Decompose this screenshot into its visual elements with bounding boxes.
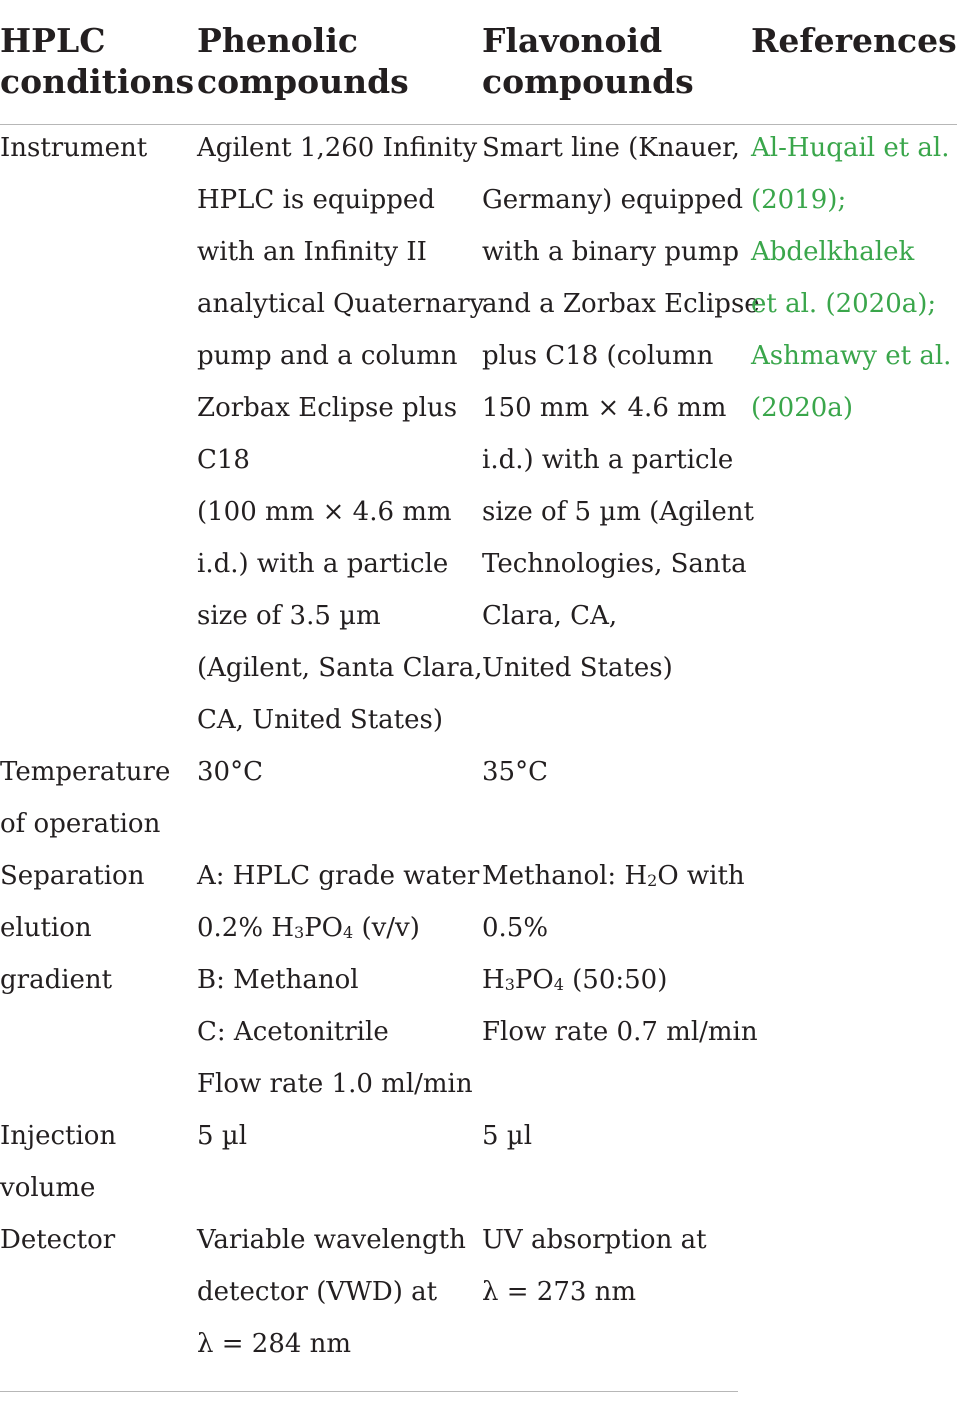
subscript: 4 xyxy=(343,923,354,942)
cell-line: (2019); xyxy=(751,185,847,215)
cell-line: of operation xyxy=(0,809,161,839)
cell-line: λ = 284 nm xyxy=(197,1329,352,1359)
cell-line: Variable wavelength xyxy=(197,1225,466,1255)
row-label-cell xyxy=(0,850,144,1006)
footer-divider xyxy=(0,1391,738,1392)
subscript: 4 xyxy=(553,975,564,994)
cell-line: Temperature xyxy=(0,757,171,787)
cell-line: Al-Huqail et al. xyxy=(751,133,950,163)
cell-line: i.d.) with a particle xyxy=(482,445,734,475)
header-text: References xyxy=(751,21,957,60)
cell-line: size of 5 µm (Agilent xyxy=(482,497,754,527)
cell-line: UV absorption at xyxy=(482,1225,707,1255)
cell-line: Germany) equipped xyxy=(482,185,743,215)
cell-line: (100 mm × 4.6 mm xyxy=(197,497,452,527)
subscript: 3 xyxy=(504,975,515,994)
cell-line: 150 mm × 4.6 mm xyxy=(482,393,727,423)
cell-line: 35°C xyxy=(482,757,548,787)
cell-line: (2020a) xyxy=(751,393,853,423)
header-phenolic-compounds xyxy=(197,20,409,102)
flavonoid-cell xyxy=(482,1214,707,1318)
header-text: Phenolic xyxy=(197,21,358,60)
cell-line: elution xyxy=(0,913,92,943)
cell-line: Ashmawy et al. xyxy=(751,341,952,371)
cell-line: 0.5% xyxy=(482,913,549,943)
subscript: 3 xyxy=(294,923,305,942)
header-text: conditions xyxy=(0,62,195,101)
cell-line: Injection xyxy=(0,1121,117,1151)
cell-line: Smart line (Knauer, xyxy=(482,133,740,163)
header-flavonoid-compounds xyxy=(482,20,694,102)
cell-line: Separation xyxy=(0,861,145,891)
cell-line: pump and a column xyxy=(197,341,458,371)
references-cell[interactable] xyxy=(751,122,951,434)
row-label-cell xyxy=(0,1110,116,1214)
header-hplc-conditions xyxy=(0,20,194,102)
cell-line: A: HPLC grade water xyxy=(197,861,480,891)
header-text: Flavonoid xyxy=(482,21,663,60)
cell-line: i.d.) with a particle xyxy=(197,549,449,579)
cell-line: Flow rate 1.0 ml/min xyxy=(197,1069,473,1099)
cell-line: with a binary pump xyxy=(482,237,740,267)
cell-line: Zorbax Eclipse plus xyxy=(197,393,458,423)
cell-line: Detector xyxy=(0,1225,116,1255)
cell-line: gradient xyxy=(0,965,113,995)
phenolic-cell xyxy=(197,746,263,798)
cell-line: C18 xyxy=(197,445,250,475)
subscript: 2 xyxy=(647,871,658,890)
flavonoid-cell xyxy=(482,850,758,1058)
cell-line: and a Zorbax Eclipse xyxy=(482,289,760,319)
phenolic-cell xyxy=(197,122,484,746)
cell-line: Instrument xyxy=(0,133,148,163)
cell-line: 30°C xyxy=(197,757,263,787)
header-references xyxy=(751,20,957,61)
cell-line: CA, United States) xyxy=(197,705,443,735)
header-text: compounds xyxy=(482,62,694,101)
cell-line: plus C18 (column xyxy=(482,341,714,371)
cell-line: with an Infinity II xyxy=(197,237,427,267)
row-label-cell xyxy=(0,1214,115,1266)
row-label-cell xyxy=(0,746,170,850)
row-label-cell xyxy=(0,122,147,174)
phenolic-cell xyxy=(197,1110,247,1162)
header-text: HPLC xyxy=(0,21,106,60)
header-text: compounds xyxy=(197,62,409,101)
cell-line: 5 µl xyxy=(197,1121,248,1151)
cell-line: C: Acetonitrile xyxy=(197,1017,389,1047)
flavonoid-cell xyxy=(482,122,760,694)
cell-line: (Agilent, Santa Clara, xyxy=(197,653,483,683)
cell-line: Clara, CA, xyxy=(482,601,618,631)
flavonoid-cell xyxy=(482,746,548,798)
cell-line: et al. (2020a); xyxy=(751,289,937,319)
cell-line: Flow rate 0.7 ml/min xyxy=(482,1017,758,1047)
cell-line: λ = 273 nm xyxy=(482,1277,637,1307)
cell-line: 0.2% $H_3PO_4$ (v/v) xyxy=(197,913,420,943)
cell-line: United States) xyxy=(482,653,673,683)
cell-line: Agilent 1,260 Infinity xyxy=(197,133,478,163)
cell-line: analytical Quaternary xyxy=(197,289,485,319)
phenolic-cell xyxy=(197,1214,466,1370)
cell-line: B: Methanol xyxy=(197,965,359,995)
cell-line: size of 3.5 µm xyxy=(197,601,381,631)
cell-line: $H_3PO_4$ (50:50) xyxy=(482,965,668,995)
cell-line: 5 µl xyxy=(482,1121,533,1151)
cell-line: Technologies, Santa xyxy=(482,549,747,579)
cell-line: Methanol: $H_2O$ with xyxy=(482,861,745,891)
cell-line: volume xyxy=(0,1173,96,1203)
flavonoid-cell xyxy=(482,1110,532,1162)
cell-line: detector (VWD) at xyxy=(197,1277,438,1307)
cell-line: Abdelkhalek xyxy=(751,237,915,267)
phenolic-cell xyxy=(197,850,479,1110)
cell-line: HPLC is equipped xyxy=(197,185,435,215)
